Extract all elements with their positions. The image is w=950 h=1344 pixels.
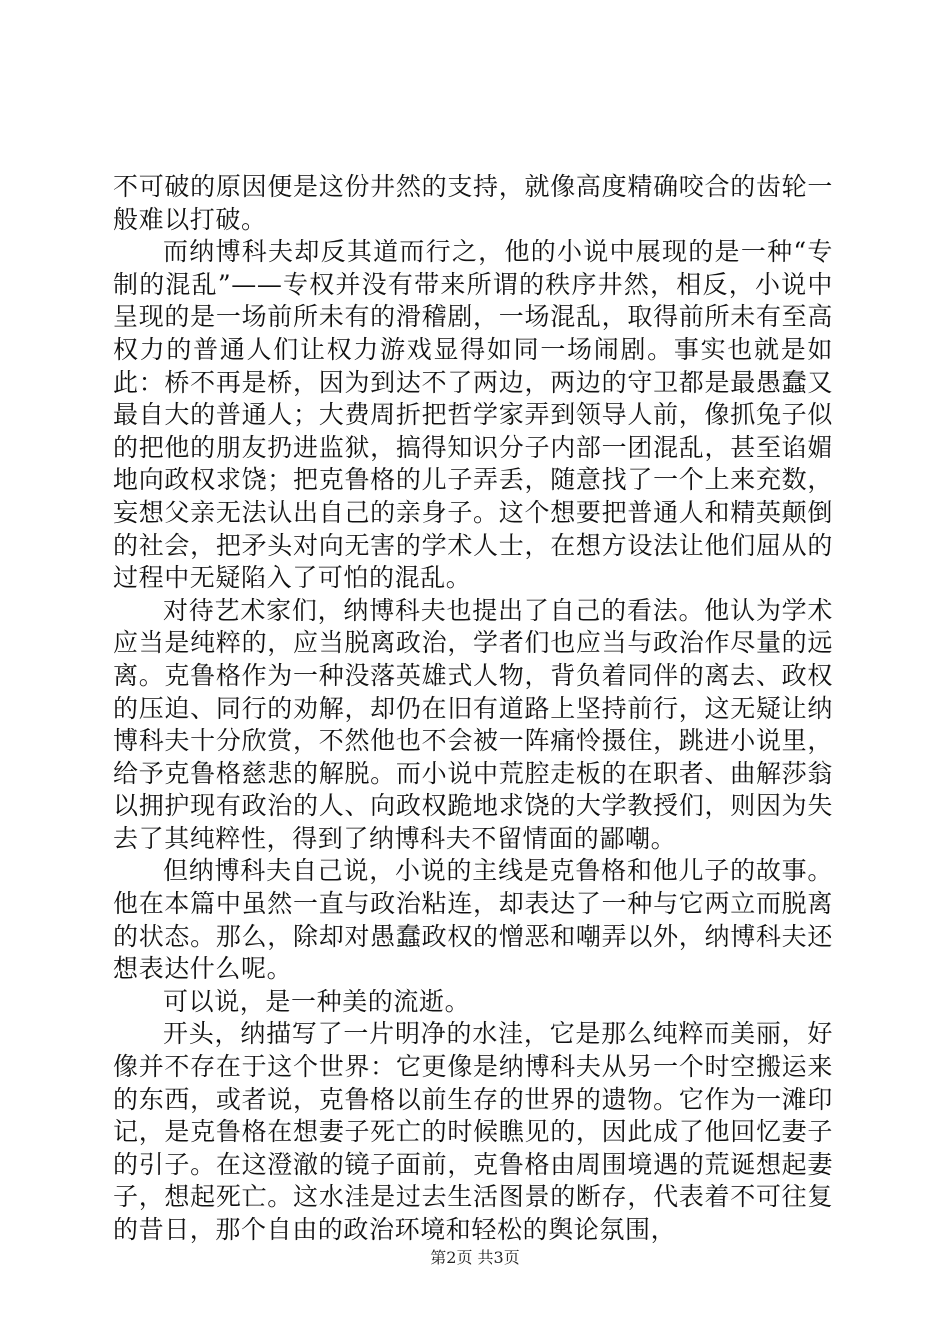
paragraph-4: 但纳博科夫自己说，小说的主线是克鲁格和他儿子的故事。他在本篇中虽然一直与政治粘连，却表达了一种与它两立而脱离的状态。那么，除却对愚蠢政权的憎恶和嘲弄以外，纳博科夫还想表达什么呢。 — [113, 856, 833, 984]
paragraph-1: 不可破的原因便是这份井然的支持，就像高度精确咬合的齿轮一般难以打破。 — [113, 172, 833, 234]
paragraph-3: 对待艺术家们，纳博科夫也提出了自己的看法。他认为学术应当是纯粹的，应当脱离政治，学者们也应当与政治作尽量的远离。克鲁格作为一种没落英雄式人物，背负着同伴的离去、政权的压迫、同行的劝解，却仍在旧有道路上坚持前行，这无疑让纳博科夫十分欣赏，不然他也不会被一阵痛怜摄住，跳进小说里，给予克鲁格慈悲的解脱。而小说中荒腔走板的在职者、曲解莎翁以拥护现有政治的人、向政权跪地求饶的大学教授们，则因为失去了其纯粹性，得到了纳博科夫不留情面的鄙嘲。 — [113, 595, 833, 853]
paragraph-6: 开头，纳描写了一片明净的水洼，它是那么纯粹而美丽，好像并不存在于这个世界：它更像是纳博科夫从另一个时空搬运来的东西，或者说，克鲁格以前生存的世界的遗物。它作为一滩印记，是克鲁格在想妻子死亡的时候瞧见的，因此成了他回忆妻子的引子。在这澄澈的镜子面前，克鲁格由周围境遇的荒诞想起妻子，想起死亡。这水洼是过去生活图景的断存，代表着不可往复的昔日，那个自由的政治环境和轻松的舆论氛围， — [113, 1019, 833, 1244]
paragraph-5: 可以说，是一种美的流逝。 — [163, 986, 471, 1016]
paragraph-2: 而纳博科夫却反其道而行之，他的小说中展现的是一种“专制的混乱”——专权并没有带来所谓的秩序井然，相反，小说中呈现的是一场前所未有的滑稽剧，一场混乱，取得前所未有至高权力的普通人们让权力游戏显得如同一场闹剧。事实也就是如此：桥不再是桥，因为到达不了两边，两边的守卫都是最愚蠢又最自大的普通人；大费周折把哲学家弄到领导人前，像抓兔子似的把他的朋友扔进监狱，搞得知识分子内部一团混乱，甚至谄媚地向政权求饶；把克鲁格的儿子弄丢，随意找了一个上来充数，妄想父亲无法认出自己的亲身子。这个想要把普通人和精英颠倒的社会，把矛头对向无害的学术人士，在想方设法让他们屈从的过程中无疑陷入了可怕的混乱。 — [113, 237, 833, 593]
page-footer: 第2页 共3页 — [430, 1248, 520, 1267]
body-text — [113, 171, 833, 1247]
